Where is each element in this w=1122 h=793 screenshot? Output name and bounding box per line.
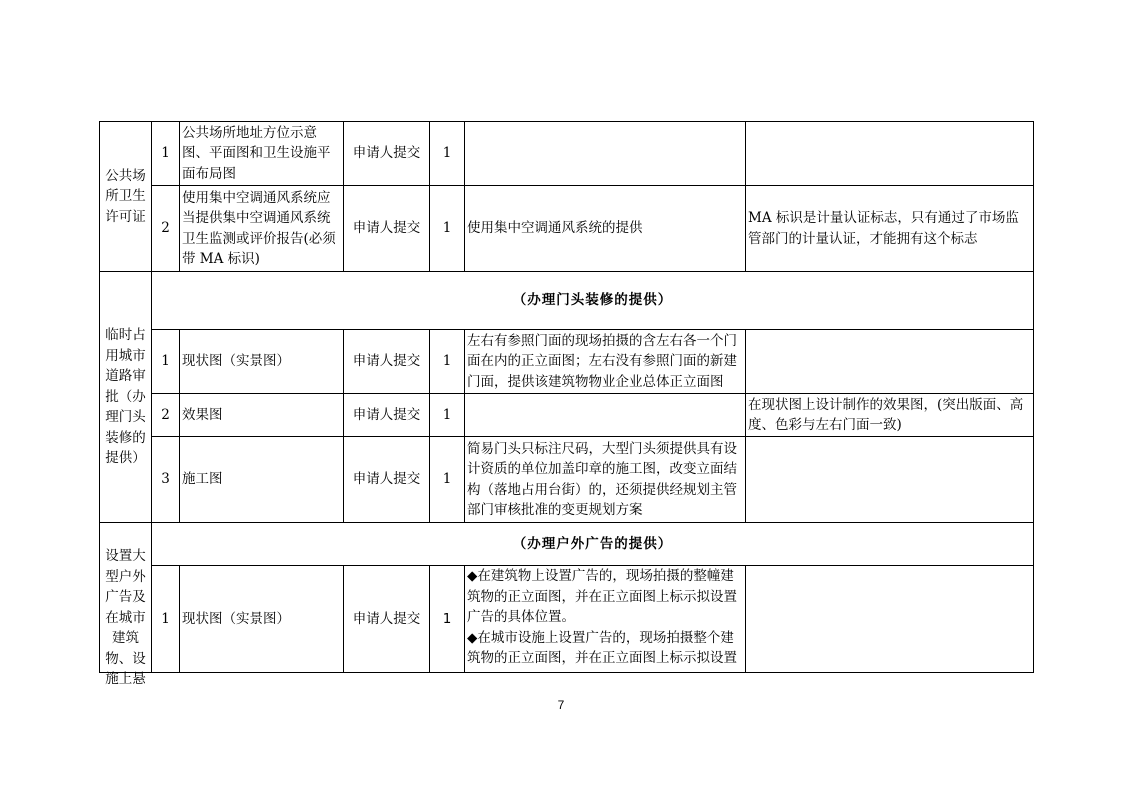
category-cell bbox=[100, 523, 152, 687]
description-bullet-1: ◆在建筑物上设置广告的，现场拍摄的整幢建筑物的正立面图，并在正立面图上标示拟设置广告的具体位置。 bbox=[467, 568, 737, 625]
description bbox=[465, 394, 746, 437]
table-row bbox=[100, 330, 1034, 394]
description bbox=[465, 122, 746, 186]
material-name: 使用集中空调通风系统应当提供集中空调通风系统卫生监测或评价报告(必须带 MA 标识) bbox=[180, 186, 344, 272]
description-bullet-2: ◆在城市设施上设置广告的，现场拍摄整个建筑物的正立面图，并在正立面图上标示拟设置 bbox=[467, 629, 737, 666]
submitter: 申请人提交 bbox=[344, 186, 430, 272]
quantity: 1 bbox=[430, 186, 465, 272]
category-cell: 公共场所卫生许可证 bbox=[100, 122, 152, 272]
material-name: 现状图（实景图） bbox=[180, 566, 344, 673]
note bbox=[746, 566, 1034, 673]
row-number: 1 bbox=[152, 566, 180, 673]
category-cell: 临时占用城市道路审批（办理门头装修的提供） bbox=[100, 272, 152, 523]
description: 使用集中空调通风系统的提供 bbox=[465, 186, 746, 272]
description bbox=[465, 566, 746, 673]
row-number: 2 bbox=[152, 394, 180, 437]
quantity: 1 bbox=[430, 437, 465, 523]
table-row bbox=[100, 394, 1034, 437]
table-row bbox=[100, 186, 1034, 272]
quantity: 1 bbox=[430, 330, 465, 394]
note: 在现状图上设计制作的效果图，(突出版面、高度、色彩与左右门面一致) bbox=[746, 394, 1034, 437]
quantity: 1 bbox=[430, 566, 465, 673]
note bbox=[746, 437, 1034, 523]
quantity: 1 bbox=[430, 122, 465, 186]
material-name: 施工图 bbox=[180, 437, 344, 523]
material-name: 现状图（实景图） bbox=[180, 330, 344, 394]
submitter: 申请人提交 bbox=[344, 437, 430, 523]
table-row bbox=[100, 566, 1034, 673]
table-row bbox=[100, 437, 1034, 523]
description: 简易门头只标注尺码，大型门头须提供具有设计资质的单位加盖印章的施工图，改变立面结构（落地占用台街）的，还须提供经规划主管部门审核批准的变更规划方案 bbox=[465, 437, 746, 523]
submitter: 申请人提交 bbox=[344, 122, 430, 186]
quantity: 1 bbox=[430, 394, 465, 437]
row-number: 1 bbox=[152, 330, 180, 394]
category-text: 设置大型户外广告及在城市建筑物、设施上悬 bbox=[105, 548, 146, 687]
material-name: 效果图 bbox=[180, 394, 344, 437]
note: MA 标识是计量认证标志，只有通过了市场监管部门的计量认证，才能拥有这个标志 bbox=[746, 186, 1034, 272]
table-row bbox=[100, 122, 1034, 186]
submitter: 申请人提交 bbox=[344, 394, 430, 437]
section-heading: （办理户外广告的提供） bbox=[152, 523, 1034, 566]
submitter: 申请人提交 bbox=[344, 330, 430, 394]
material-name: 公共场所地址方位示意图、平面图和卫生设施平面布局图 bbox=[180, 122, 344, 186]
page-number: 7 bbox=[557, 698, 565, 712]
table-row bbox=[100, 523, 1034, 566]
section-heading: （办理门头装修的提供） bbox=[152, 272, 1034, 330]
row-number: 2 bbox=[152, 186, 180, 272]
document-table bbox=[99, 121, 1034, 687]
row-number: 1 bbox=[152, 122, 180, 186]
note bbox=[746, 122, 1034, 186]
table-row bbox=[100, 272, 1034, 330]
note bbox=[746, 330, 1034, 394]
row-number: 3 bbox=[152, 437, 180, 523]
submitter: 申请人提交 bbox=[344, 566, 430, 673]
description: 左右有参照门面的现场拍摄的含左右各一个门面在内的正立面图；左右没有参照门面的新建门面，提供该建筑物物业企业总体正立面图 bbox=[465, 330, 746, 394]
